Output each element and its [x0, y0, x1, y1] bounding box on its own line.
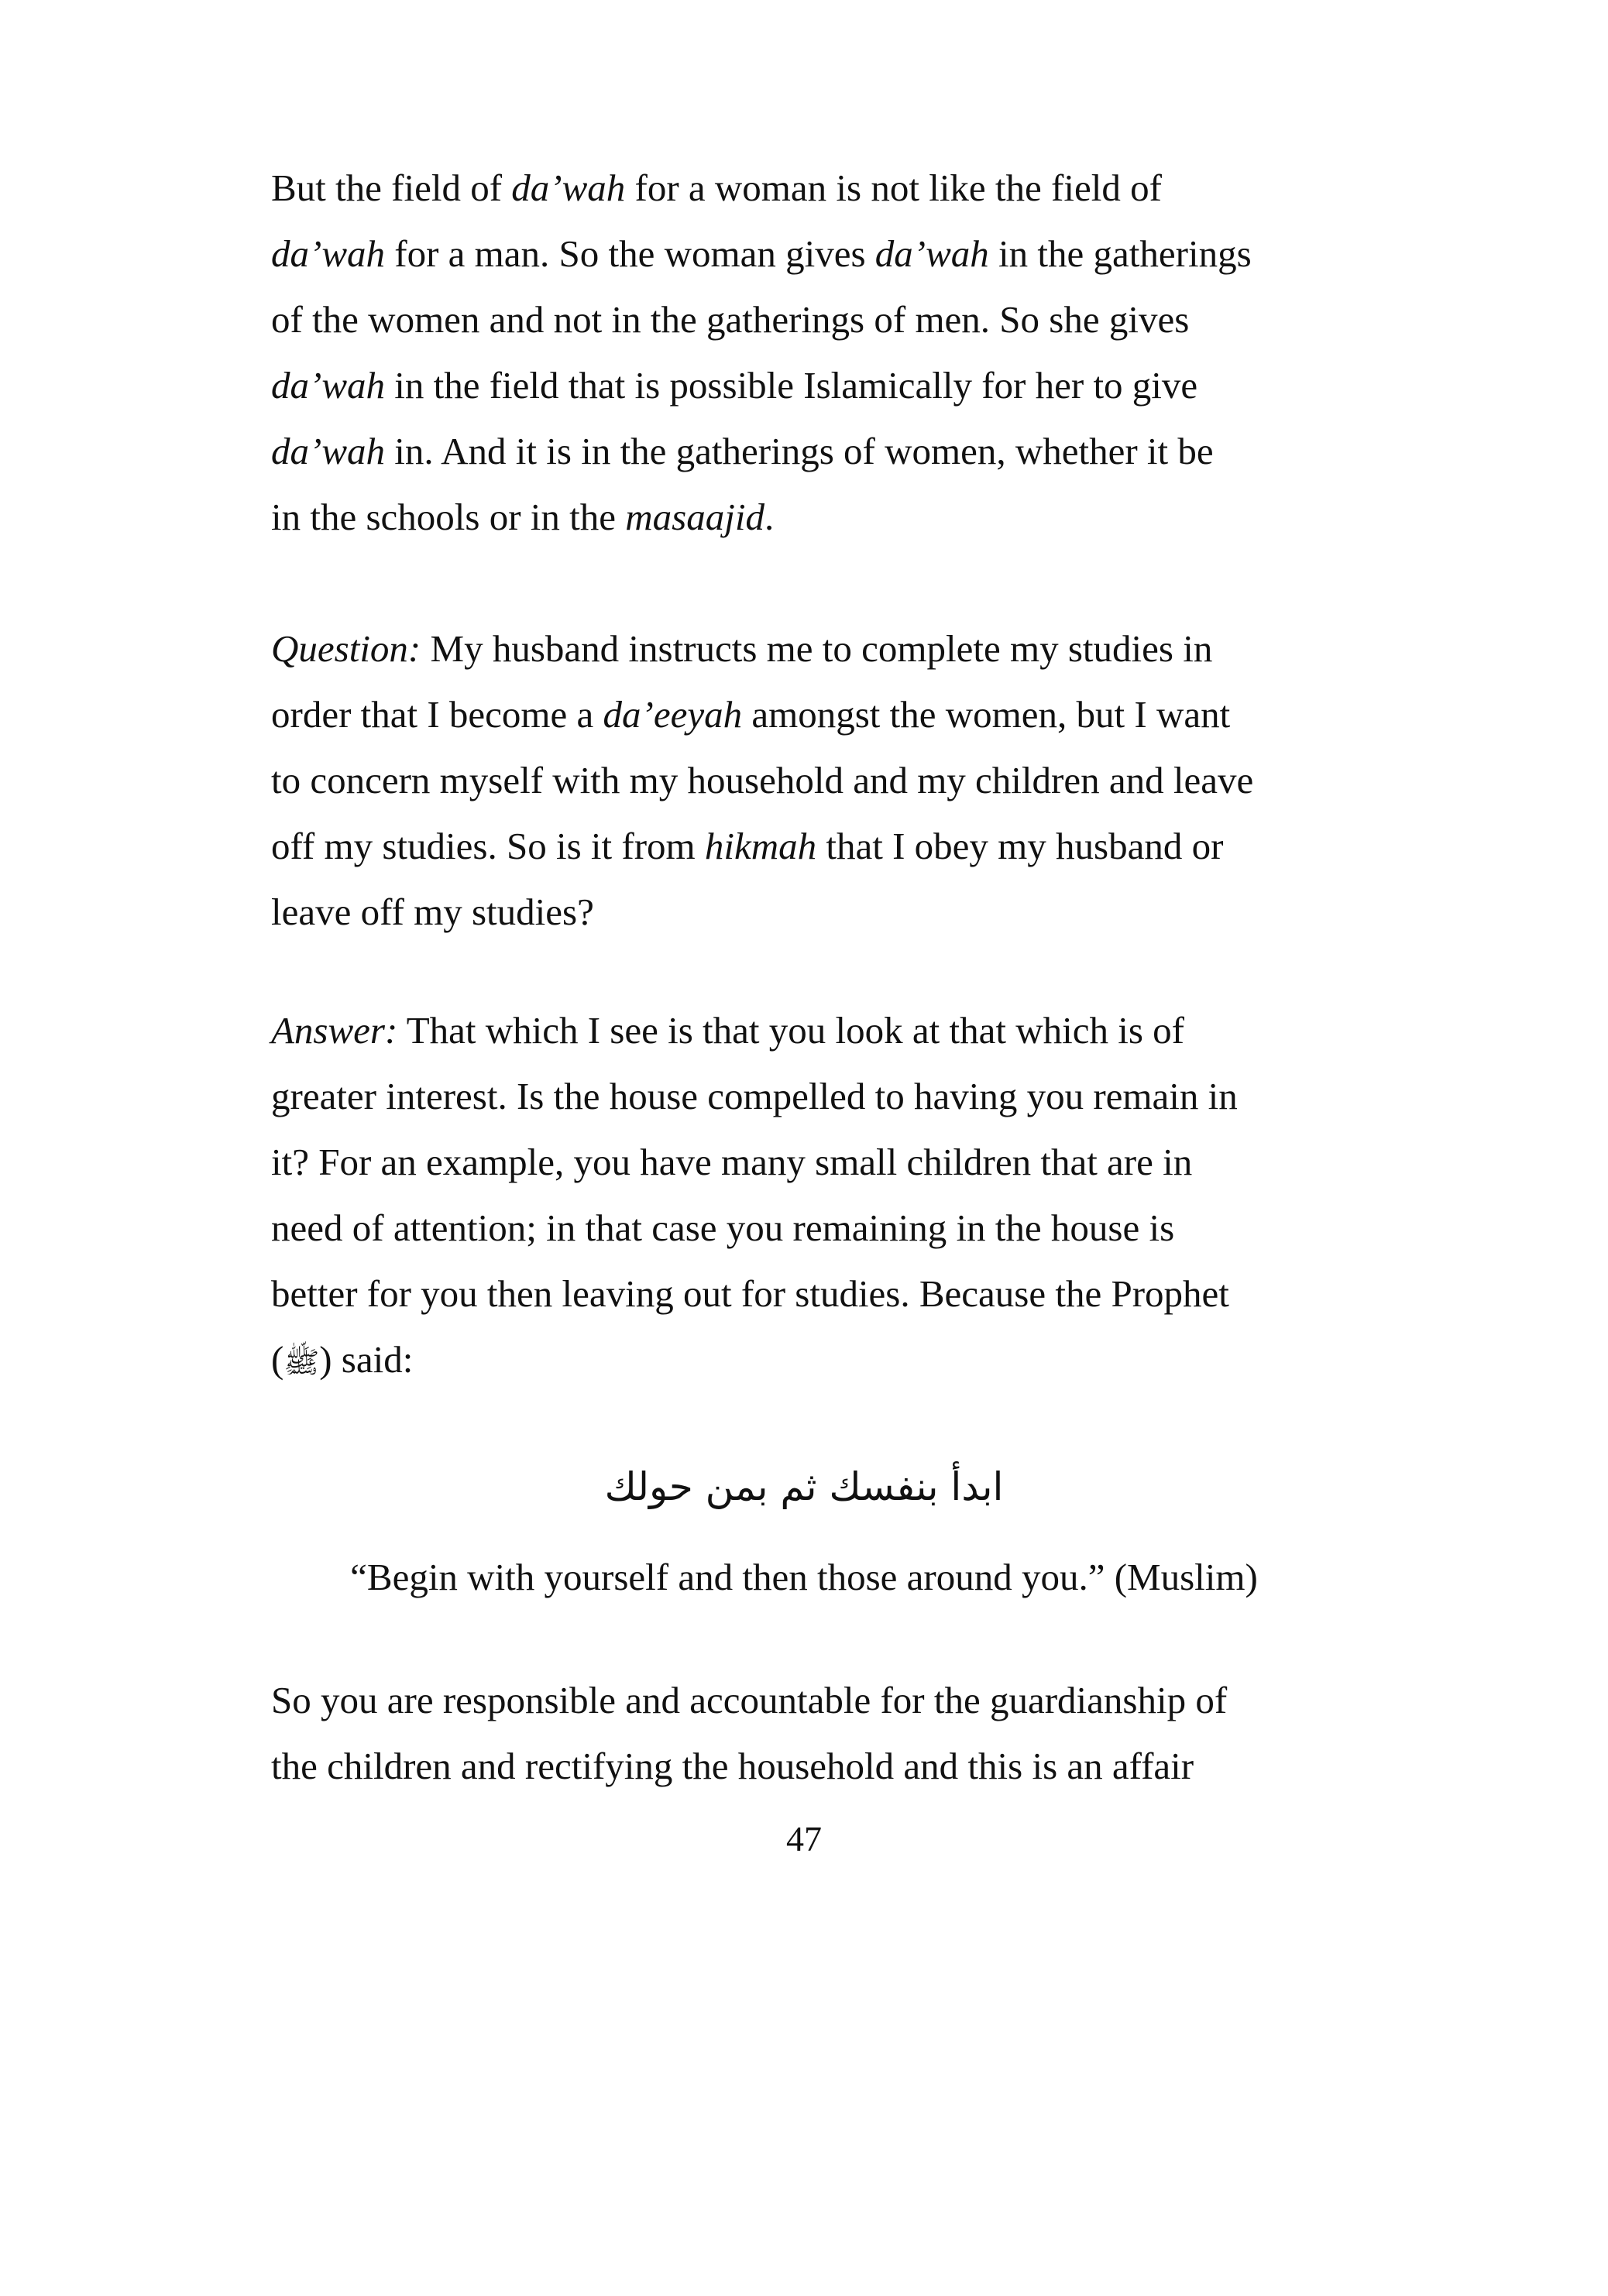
text-line	[271, 155, 1371, 221]
italic-term: da’wah	[271, 364, 385, 407]
paragraph-dawah-field	[271, 155, 1371, 550]
text-run: amongst the women, but I want	[742, 693, 1231, 736]
text-run: (	[271, 1338, 284, 1381]
text-run: in the schools or in the	[271, 496, 626, 538]
text-run: that I obey my husband or	[816, 825, 1224, 867]
italic-term: da’wah	[271, 232, 385, 275]
answer-label: Answer:	[271, 1009, 398, 1052]
text-run: in the field that is possible Islamically for her to give	[385, 364, 1198, 407]
text-run: That which I see is that you look at that which is of	[397, 1009, 1184, 1052]
text-line: the children and rectifying the household and this is an affair	[271, 1745, 1194, 1787]
text-run: But the field of	[271, 166, 512, 209]
text-line: need of attention; in that case you remaining in the house is	[271, 1206, 1175, 1249]
italic-term: hikmah	[704, 825, 817, 867]
text-run: ) said:	[319, 1338, 414, 1381]
text-line	[271, 616, 1371, 681]
text-run: order that I become a	[271, 693, 603, 736]
text-line	[271, 484, 1371, 550]
text-line	[271, 681, 1371, 747]
italic-term: da’wah	[511, 166, 626, 209]
text-run: for a woman is not like the field of	[625, 166, 1162, 209]
text-run: in the gatherings	[988, 232, 1252, 275]
italic-term: da’wah	[874, 232, 989, 275]
text-line: leave off my studies?	[271, 891, 594, 933]
text-line: So you are responsible and accountable for the guardianship of	[271, 1679, 1228, 1721]
page-number: 47	[786, 1819, 822, 1858]
hadith-arabic: ابدأ بنفسك ثم بمن حولك	[604, 1464, 1004, 1509]
paragraph-responsibility	[271, 1667, 1371, 1799]
text-line	[271, 1326, 1371, 1395]
text-run: My husband instructs me to complete my studies in	[421, 627, 1213, 670]
text-line	[271, 352, 1371, 418]
question-label: Question:	[271, 627, 421, 670]
italic-term: masaajid	[625, 496, 764, 538]
text-line	[271, 997, 1371, 1063]
text-line: of the women and not in the gatherings of men. So she gives	[271, 298, 1190, 341]
text-line: it? For an example, you have many small children that are in	[271, 1141, 1193, 1183]
text-line: better for you then leaving out for studies. Because the Prophet	[271, 1272, 1229, 1315]
text-line: greater interest. Is the house compelled to having you remain in	[271, 1075, 1238, 1117]
text-run: for a man. So the woman gives	[385, 232, 875, 275]
text-line	[271, 418, 1371, 484]
text-run: .	[764, 496, 775, 538]
text-run: in. And it is in the gatherings of women, whether it be	[385, 430, 1214, 472]
salawat-symbol: ﷺ	[283, 1345, 320, 1379]
italic-term: da’eeyah	[603, 693, 743, 736]
text-line	[271, 813, 1371, 879]
italic-term: da’wah	[271, 430, 385, 472]
text-run: off my studies. So is it from	[271, 825, 705, 867]
hadith-translation: “Begin with yourself and then those around you.” (Muslim)	[350, 1556, 1258, 1598]
text-line: to concern myself with my household and my children and leave	[271, 759, 1254, 801]
answer-paragraph	[271, 997, 1371, 1395]
text-line	[271, 221, 1371, 287]
question-paragraph	[271, 616, 1371, 945]
